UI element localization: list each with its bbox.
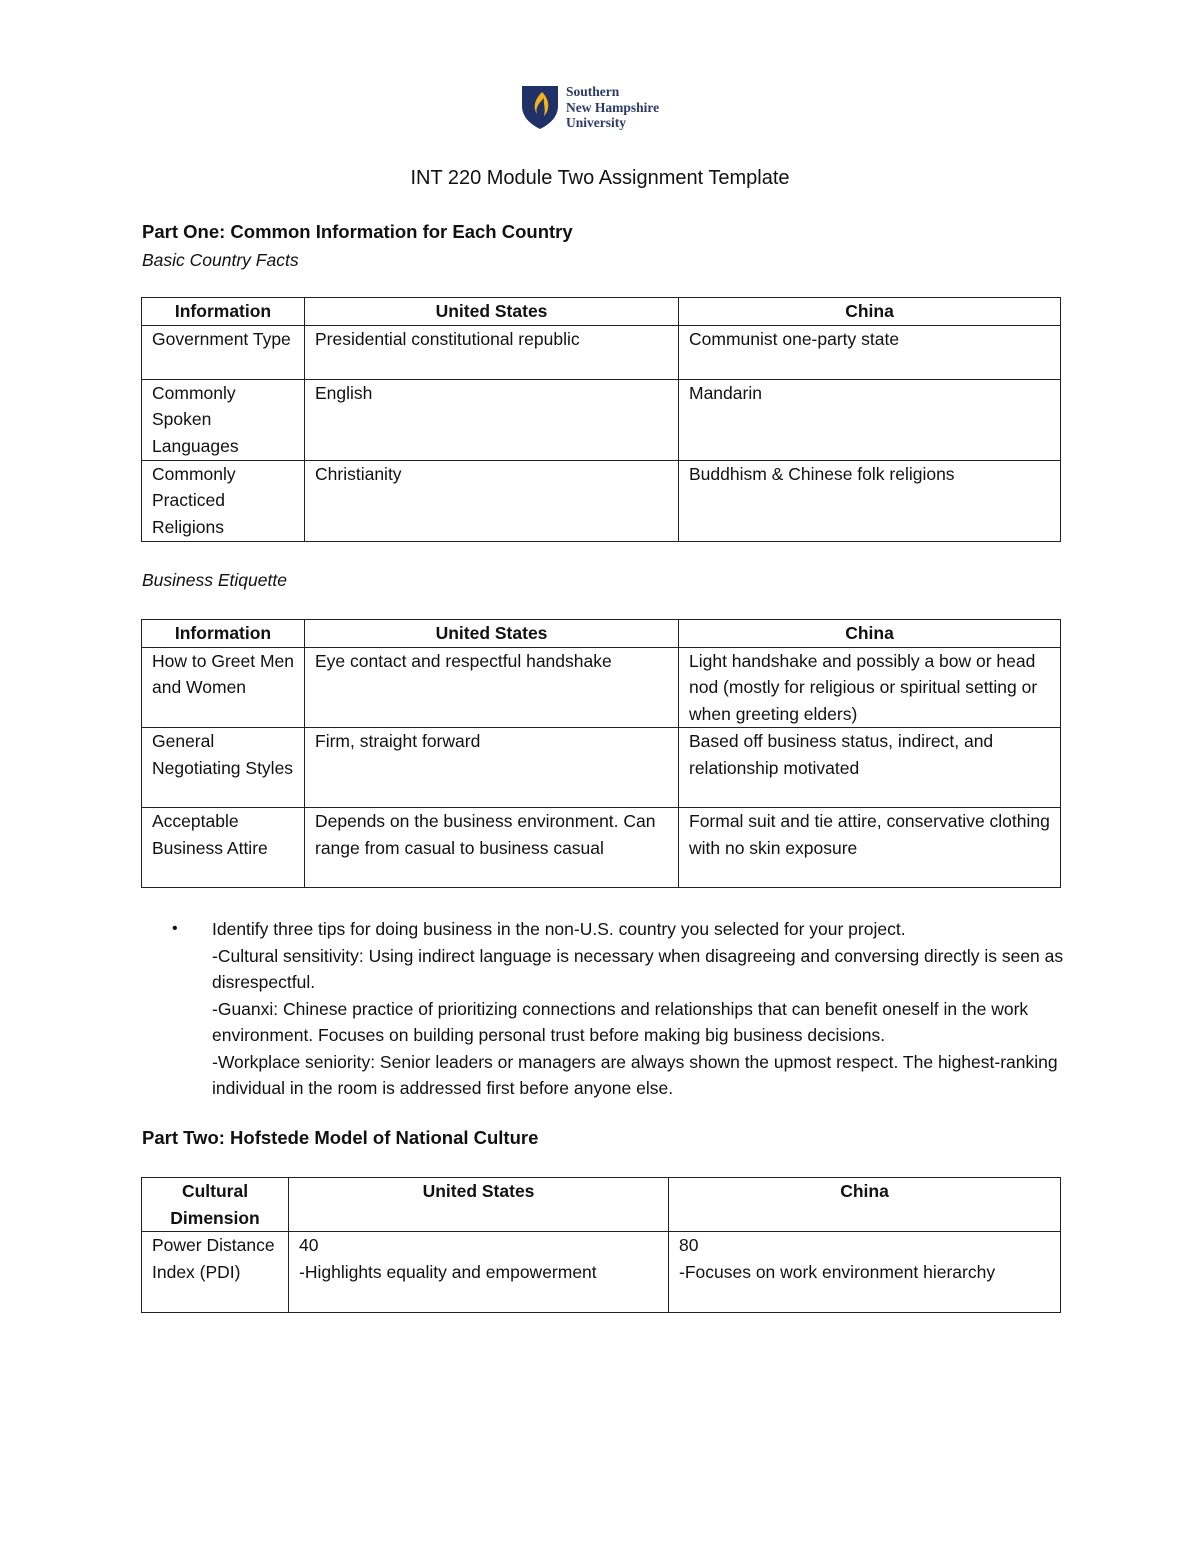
us-cell: Christianity [305,460,679,541]
logo-line-2: New Hampshire [566,99,660,115]
part-two-heading: Part Two: Hofstede Model of National Culture [142,1127,539,1148]
china-cell: Buddhism & Chinese folk religions [679,460,1061,541]
us-cell [289,1232,669,1313]
university-logo [520,84,700,134]
column-header: Information [142,298,305,326]
china-cell: Mandarin [679,379,1061,460]
tips-body [212,916,1072,1102]
hofstede-table [141,1177,1061,1313]
column-header: China [679,620,1061,648]
business-etiquette-subheading: Business Etiquette [142,570,287,590]
tips-prompt: Identify three tips for doing business in the non-U.S. country you selected for your project. [212,919,906,939]
column-header: United States [305,298,679,326]
column-header: China [679,298,1061,326]
row-label: How to Greet Men and Women [142,647,305,728]
column-header: United States [289,1178,669,1232]
bullet-icon: • [172,920,178,937]
part-one-heading: Part One: Common Information for Each Country [142,221,573,242]
table-row [142,460,1061,541]
table-header-row [142,620,1061,648]
column-header: Information [142,620,305,648]
column-header: China [669,1178,1061,1232]
us-cell: Depends on the business environment. Can range from casual to business casual [305,808,679,888]
table-row [142,379,1061,460]
column-header: United States [305,620,679,648]
table-header-row [142,298,1061,326]
table-row [142,325,1061,379]
logo-line-3: University [566,115,626,130]
tip-item: -Guanxi: Chinese practice of prioritizing connections and relationships that can benefit oneself in the work environment. Focuses on building personal trust before making big business decisions. [212,998,1029,1045]
china-cell: Communist one-party state [679,325,1061,379]
table-row [142,808,1061,888]
row-label: Acceptable Business Attire [142,808,305,888]
us-cell: Eye contact and respectful handshake [305,647,679,728]
us-cell: Presidential constitutional republic [305,325,679,379]
university-name [566,84,659,131]
china-cell: Based off business status, indirect, and relationship motivated [679,728,1061,808]
row-label: Government Type [142,325,305,379]
basic-facts-table [141,297,1061,542]
china-cell: Formal suit and tie attire, conservative clothing with no skin exposure [679,808,1061,888]
us-cell: Firm, straight forward [305,728,679,808]
tips-list-item [172,916,1072,1102]
column-header: Cultural Dimension [142,1178,289,1232]
row-label: Power Distance Index (PDI) [142,1232,289,1313]
us-score: 40 [299,1235,319,1255]
china-cell: Light handshake and possibly a bow or head nod (mostly for religious or spiritual setting or when greeting elders) [679,647,1061,728]
tip-item: -Workplace seniority: Senior leaders or managers are always shown the upmost respect. The highest-ranking individual in the room is addressed first before anyone else. [212,1051,1058,1098]
china-cell [669,1232,1061,1313]
table-row [142,647,1061,728]
china-note: -Focuses on work environment hierarchy [679,1261,996,1282]
us-cell: English [305,379,679,460]
row-label: Commonly Practiced Religions [142,460,305,541]
row-label: General Negotiating Styles [142,728,305,808]
table-header-row [142,1178,1061,1232]
table-row [142,1232,1061,1313]
china-score: 80 [679,1235,699,1255]
table-row [142,728,1061,808]
shield-icon [520,84,560,130]
us-note: -Highlights equality and empowerment [299,1261,597,1282]
business-etiquette-table [141,619,1061,888]
basic-facts-subheading: Basic Country Facts [142,250,299,270]
tip-item: -Cultural sensitivity: Using indirect language is necessary when disagreeing and conversing directly is seen as disrespectful. [212,945,1064,992]
logo-line-1: Southern [566,84,620,99]
row-label: Commonly Spoken Languages [142,379,305,460]
document-title: INT 220 Module Two Assignment Template [410,167,790,189]
